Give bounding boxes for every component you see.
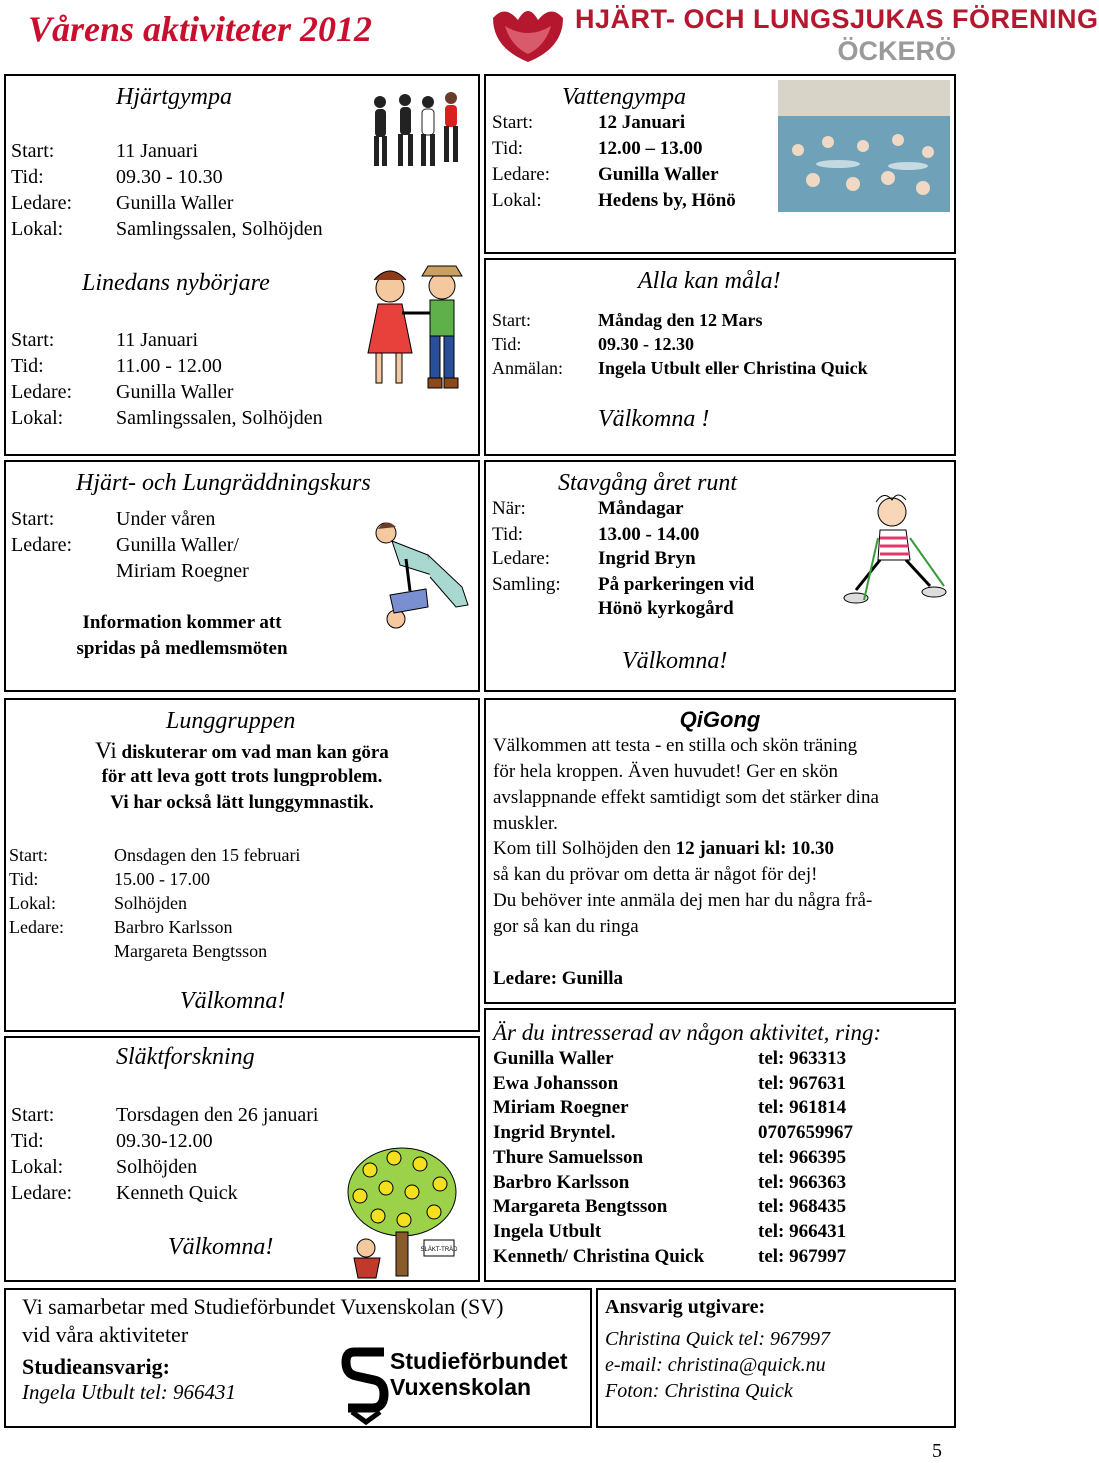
- stav-rows-label: När:: [492, 498, 526, 519]
- mala-rows-value: 09.30 - 12.30: [598, 334, 694, 354]
- lungg-rows-value: Barbro Karlsson: [114, 917, 233, 937]
- alla-kan-mala-title: Alla kan måla!: [638, 268, 781, 294]
- utgivare-label: Ansvarig utgivare:: [605, 1296, 766, 1318]
- lunggruppen-desc-rest: diskuterar om vad man kan göra: [116, 742, 389, 763]
- samarbete-line2: vid våra aktiviteter: [22, 1322, 189, 1347]
- studieansvarig-name: Ingela Utbult tel: 966431: [22, 1380, 237, 1404]
- mala-rows-value: Måndag den 12 Mars: [598, 310, 763, 330]
- stav-rows-value: 13.00 - 14.00: [598, 524, 700, 545]
- contacts-title: Är du intresserad av någon aktivitet, ring:: [493, 1020, 882, 1045]
- hjart-rows-label: Tid:: [11, 166, 44, 188]
- contact-rows-value: tel: 968435: [758, 1196, 847, 1218]
- qigong-leader: Ledare: Gunilla: [493, 968, 624, 989]
- hjart-rows-value: Samlingssalen, Solhöjden: [116, 218, 323, 240]
- qigong-text-line: Välkommen att testa - en stilla och skön träning: [493, 735, 858, 756]
- vattengympa-title: Vattengympa: [562, 84, 686, 110]
- vatten-rows-label: Lokal:: [492, 190, 542, 211]
- lungr-rows-value: Miriam Roegner: [116, 560, 249, 582]
- stav-rows-value: Måndagar: [598, 498, 684, 519]
- pool-photo: [778, 80, 950, 212]
- line-rows-label: Lokal:: [11, 407, 64, 429]
- mala-rows-label: Tid:: [492, 334, 522, 354]
- lungr-rows-value: Gunilla Waller/: [116, 534, 239, 556]
- slakt-rows-value: Solhöjden: [116, 1156, 198, 1178]
- lunggruppen-desc-big: Vi: [95, 738, 117, 763]
- qigong-line8: gor så kan du ringa: [493, 916, 639, 937]
- stav-rows-value: På parkeringen vid: [598, 574, 755, 595]
- hjart-rows-value: 09.30 - 10.30: [116, 166, 223, 188]
- stav-rows-label: Tid:: [492, 524, 523, 545]
- association-logo: [483, 0, 1099, 70]
- lungg-rows-value: Margareta Bengtsson: [114, 941, 268, 961]
- lunggruppen-desc-line1: [4, 738, 480, 764]
- contact-rows-label: Miriam Roegner: [493, 1097, 629, 1119]
- slakt-rows-label: Lokal:: [11, 1156, 64, 1178]
- slakt-rows-label: Start:: [11, 1104, 55, 1126]
- vuxenskolan-logo: [344, 1346, 582, 1424]
- utgivare-foton: Foton: Christina Quick: [605, 1380, 793, 1402]
- stav-rows-value: Hönö kyrkogård: [598, 598, 734, 619]
- studieansvarig-label: Studieansvarig:: [22, 1354, 170, 1379]
- hjart-rows-value: Gunilla Waller: [116, 192, 234, 214]
- stavgang-title: Stavgång året runt: [558, 470, 738, 496]
- lungr-rows-label: Start:: [11, 508, 55, 530]
- qigong-text-line: avslappnande effekt samtidigt som det stärker dina: [493, 787, 879, 808]
- qigong-text-line: muskler.: [493, 813, 558, 834]
- line-dancers-image: [360, 258, 478, 398]
- lungg-rows-label: Start:: [9, 845, 48, 865]
- hjart-rows-label: Ledare:: [11, 192, 73, 214]
- linedans-title: Linedans nybörjare: [82, 270, 270, 296]
- lungg-rows-label: Ledare:: [9, 917, 64, 937]
- line-rows-label: Ledare:: [11, 381, 73, 403]
- contact-rows-label: Gunilla Waller: [493, 1048, 614, 1069]
- slakt-rows-value: 09.30-12.00: [116, 1130, 213, 1152]
- utgivare-email: e-mail: christina@quick.nu: [605, 1354, 826, 1376]
- hjart-rows-value: 11 Januari: [116, 140, 199, 162]
- dancers-image: [365, 90, 470, 180]
- vatten-rows-label: Ledare:: [492, 164, 551, 185]
- contact-rows-label: Ingrid Bryntel.: [493, 1122, 616, 1144]
- lungg-rows-value: Onsdagen den 15 februari: [114, 845, 301, 865]
- samarbete-line1: Vi samarbetar med Studieförbundet Vuxenskolan (SV): [22, 1294, 504, 1319]
- qigong-date: 12 januari kl: 10.30: [675, 838, 834, 859]
- vatten-rows-value: 12.00 – 13.00: [598, 138, 703, 159]
- slaktforskning-title: Släktforskning: [116, 1044, 255, 1070]
- contact-rows-value: tel: 966395: [758, 1146, 847, 1168]
- utgivare-line1: Christina Quick tel: 967997: [605, 1328, 830, 1350]
- stav-rows-value: Ingrid Bryn: [598, 548, 696, 569]
- vuxenskolan-logo-line1: Studieförbundet: [390, 1348, 568, 1374]
- qigong-title: QiGong: [679, 707, 761, 732]
- vatten-rows-label: Start:: [492, 112, 534, 133]
- qigong-line6: så kan du prövar om detta är något för dej!: [493, 864, 818, 885]
- contact-rows-label: Kenneth/ Christina Quick: [493, 1245, 705, 1267]
- contact-rows-value: tel: 963313: [758, 1048, 847, 1069]
- lunggruppen-desc-line2: för att leva gott trots lungproblem.: [101, 766, 383, 787]
- line-rows-value: Gunilla Waller: [116, 381, 234, 403]
- slakt-rows-label: Ledare:: [11, 1182, 73, 1204]
- lungraddning-info-line2: spridas på medlemsmöten: [76, 638, 288, 659]
- contact-rows-value: tel: 966431: [758, 1220, 847, 1242]
- vatten-rows-value: Hedens by, Hönö: [598, 190, 736, 211]
- lungg-rows-label: Tid:: [9, 869, 39, 889]
- mala-rows-label: Anmälan:: [492, 358, 563, 378]
- logo-text-line2: ÖCKERÖ: [837, 36, 956, 66]
- stavgang-welcome: Välkomna!: [622, 648, 728, 674]
- contact-rows-label: Margareta Bengtsson: [493, 1196, 668, 1218]
- line-rows-value: Samlingssalen, Solhöjden: [116, 407, 323, 429]
- lunggruppen-title: Lunggruppen: [166, 708, 296, 734]
- lungg-rows-value: Solhöjden: [114, 893, 188, 913]
- hjartgympa-title: Hjärtgympa: [116, 84, 232, 110]
- vatten-rows-value: Gunilla Waller: [598, 164, 719, 185]
- contact-rows-label: Thure Samuelsson: [493, 1146, 644, 1168]
- line-rows-value: 11 Januari: [116, 329, 199, 351]
- contact-rows-label: Ewa Johansson: [493, 1072, 619, 1094]
- lungr-rows-label: Ledare:: [11, 534, 73, 556]
- qigong-line5: [493, 838, 834, 860]
- line-rows-value: 11.00 - 12.00: [116, 355, 222, 377]
- lunggruppen-welcome: Välkomna!: [180, 988, 286, 1014]
- qigong-line5-text: Kom till Solhöjden den: [493, 838, 676, 859]
- slakt-rows-value: Kenneth Quick: [116, 1182, 238, 1204]
- qigong-text-line: för hela kroppen. Även huvudet! Ger en skön: [493, 761, 839, 782]
- qigong-line7: Du behöver inte anmäla dej men har du några frå-: [493, 890, 873, 911]
- stav-rows-label: Ledare:: [492, 548, 551, 569]
- page-number: 5: [932, 1440, 942, 1462]
- nordic-walker-image: [840, 490, 952, 610]
- lungg-rows-value: 15.00 - 17.00: [114, 869, 210, 889]
- family-tree-image: [330, 1140, 460, 1280]
- lunggruppen-desc-line3: Vi har också lätt lunggymnastik.: [110, 792, 374, 813]
- vatten-rows-value: 12 Januari: [598, 112, 686, 133]
- line-rows-label: Start:: [11, 329, 55, 351]
- contact-rows-value: tel: 961814: [758, 1097, 847, 1119]
- mala-rows-label: Start:: [492, 310, 531, 330]
- contact-rows-value: tel: 967997: [758, 1245, 847, 1267]
- slakt-rows-value: Torsdagen den 26 januari: [116, 1104, 319, 1126]
- vatten-rows-label: Tid:: [492, 138, 523, 159]
- hjart-rows-label: Lokal:: [11, 218, 64, 240]
- contact-rows-label: Ingela Utbult: [493, 1220, 602, 1242]
- line-rows-label: Tid:: [11, 355, 44, 377]
- slakt-rows-label: Tid:: [11, 1130, 44, 1152]
- contact-rows-value: tel: 967631: [758, 1072, 847, 1094]
- lungraddning-info-line1: Information kommer att: [82, 612, 282, 633]
- mala-rows-value: Ingela Utbult eller Christina Quick: [598, 358, 868, 378]
- sv-logo-icon: [344, 1346, 388, 1422]
- lungg-rows-label: Lokal:: [9, 893, 56, 913]
- slaktforskning-welcome: Välkomna!: [168, 1234, 274, 1260]
- page-title: Vårens aktiviteter 2012: [28, 9, 372, 49]
- vuxenskolan-logo-line2: Vuxenskolan: [390, 1374, 532, 1400]
- contact-rows-value: 0707659967: [758, 1122, 853, 1144]
- stav-rows-label: Samling:: [492, 574, 561, 595]
- contact-rows-label: Barbro Karlsson: [493, 1171, 630, 1193]
- tulip-logo-icon: [483, 0, 573, 68]
- logo-text-line1: HJÄRT- OCH LUNGSJUKAS FÖRENING: [575, 4, 1099, 34]
- hjart-rows-label: Start:: [11, 140, 55, 162]
- contact-rows-value: tel: 966363: [758, 1171, 847, 1193]
- lungr-rows-value: Under våren: [116, 508, 216, 530]
- cpr-image: [370, 515, 475, 635]
- family-tree-sign: SLÄKT-TRÄD: [420, 1247, 458, 1253]
- alla-kan-mala-welcome: Välkomna !: [598, 406, 710, 432]
- lungraddning-title: Hjärt- och Lungräddningskurs: [76, 470, 371, 496]
